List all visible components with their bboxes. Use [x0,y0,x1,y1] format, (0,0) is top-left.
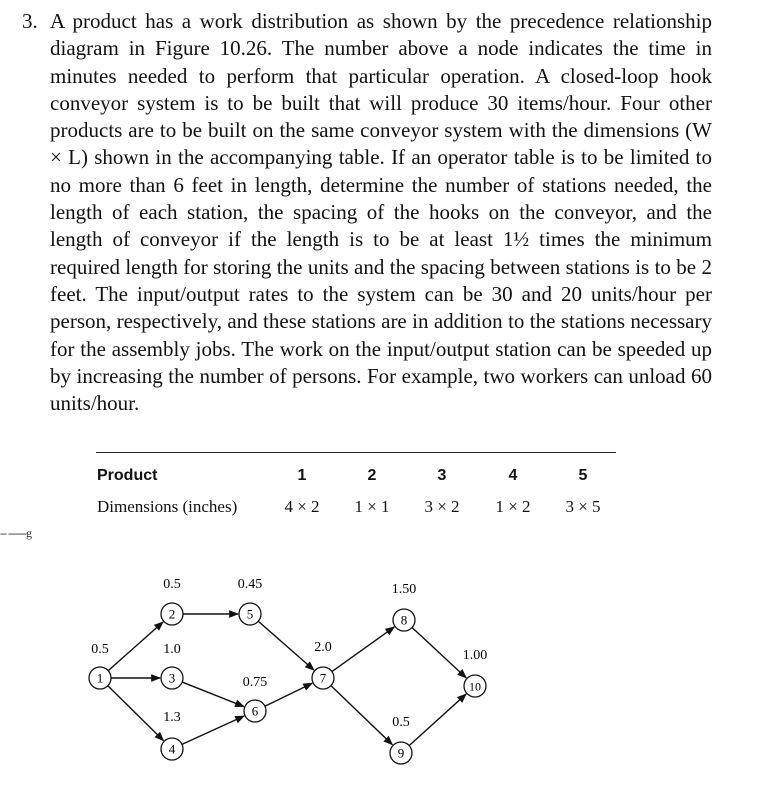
table-cell-dimension-4: 1 × 2 [495,497,531,516]
table-cell-dimension-5: 3 × 5 [565,497,601,516]
node-1 [89,642,111,689]
node-id-label: 8 [400,612,408,628]
node-id-label: 9 [397,745,405,761]
edge-3-to-6 [182,682,244,707]
node-2 [161,577,183,625]
node-7 [312,640,334,689]
node-10 [463,648,488,697]
edge-7-to-8 [332,627,394,672]
node-time-label: 2.0 [314,640,332,655]
table-header-product-4: 4 [508,467,518,484]
node-id-label: 5 [246,606,254,622]
edge-9-to-10 [409,694,466,746]
node-4 [161,710,183,760]
node-id-label: 3 [168,670,176,686]
table-header-product-1: 1 [297,467,307,484]
problem-text: A product has a work distribution as shown by the precedence relationship diagram in Figure 10.26. The number above a node indicates the time in minutes needed to perform that particular operation. A closed-loop hook conveyor system is to be built that will produce 30 items/hour. Four other products are to be built on the same conveyor system with the dimensions (W × L) shown in the accompanying table. If an operator table is to be limited to no more than 6 feet in length, determine the number of stations needed, the length of each station, the spacing of the hooks on the conveyor, and the length of conveyor if the length is to be at least 1½ times the minimum required length for storing the units and the spacing between stations is to be 2 feet. The input/output rates to the system can be 30 and 20 units/hour per person, respectively, and these stations are in addition to the stations necessary for the assembly jobs. The work on the input/output station can be speeded up by increasing the number of persons. For example, two workers can unload 60 units/hour. [50,9,712,416]
node-time-label: 0.5 [163,577,181,592]
margin-text-fragment: -- ------g [0,526,31,540]
node-time-label: 0.5 [91,642,109,657]
table-header-product-5: 5 [578,467,588,484]
node-id-label: 10 [469,679,481,694]
edge-6-to-7 [265,683,312,706]
edge-8-to-10 [412,627,466,677]
node-time-label: 0.75 [242,675,268,690]
node-time-label: 0.5 [392,715,410,730]
node-8 [392,582,417,631]
table-header-product-2: 2 [367,467,377,484]
node-6 [243,675,268,722]
node-9 [390,715,412,764]
table-row-label-dimensions: Dimensions (inches) [97,497,238,516]
node-id-label: 1 [96,670,104,686]
node-time-label: 0.45 [237,577,263,592]
diagram-nodes [89,577,487,764]
node-id-label: 6 [251,703,259,719]
table-cell-dimension-2: 1 × 1 [354,497,390,516]
node-id-label: 4 [168,741,176,757]
table-cell-dimension-3: 3 × 2 [424,497,460,516]
table-top-rule [96,452,616,453]
node-time-label: 1.3 [163,710,181,725]
edge-1-to-2 [108,622,163,671]
edge-5-to-7 [258,621,314,670]
node-time-label: 1.0 [163,642,181,657]
node-3 [161,642,183,689]
table-cell-dimension-1: 4 × 2 [284,497,320,516]
problem-number: 3. [22,9,38,33]
problem-statement [22,8,712,417]
table-header-product-3: 3 [437,467,447,484]
edge-4-to-6 [182,716,244,744]
precedence-diagram [0,560,781,787]
edge-7-to-9 [331,686,392,745]
node-5 [238,577,263,625]
node-id-label: 2 [168,606,176,622]
node-time-label: 1.50 [391,582,417,597]
node-time-label: 1.00 [462,648,488,663]
edge-1-to-4 [108,686,164,741]
node-id-label: 7 [319,670,327,686]
table-header-product: Product [97,467,158,484]
